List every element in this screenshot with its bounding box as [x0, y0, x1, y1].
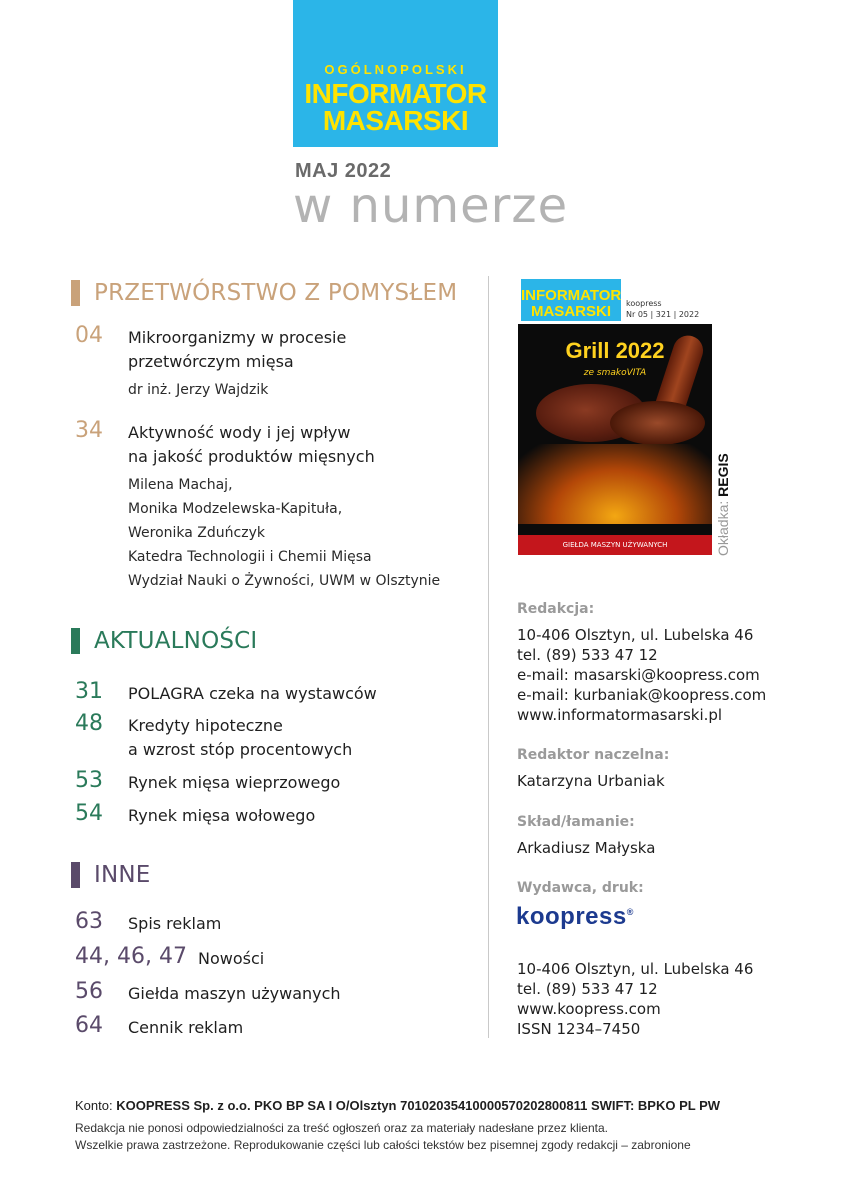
koopress-logo-text: koopress: [516, 903, 627, 930]
cover-issue-info: [626, 298, 699, 320]
publisher-website: www.koopress.com: [517, 1000, 661, 1018]
cover-issue-number: Nr 05 | 321 | 2022: [626, 310, 700, 319]
section-title: AKTUALNOŚCI: [94, 628, 258, 654]
toc-page-number: 31: [75, 679, 103, 704]
publisher-phone: tel. (89) 533 47 12: [517, 980, 658, 998]
redakcja-phone: tel. (89) 533 47 12: [517, 646, 658, 664]
toc-article-title: Nowości: [198, 949, 265, 968]
toc-page-number: 56: [75, 979, 103, 1004]
toc-page-number: 64: [75, 1013, 103, 1038]
toc-article-title: Cennik reklam: [128, 1018, 244, 1037]
toc-page-number: 34: [75, 418, 103, 443]
logo-line-3: MASARSKI: [322, 105, 469, 136]
section-bar: [71, 280, 80, 306]
redakcja-website: www.informatormasarski.pl: [517, 706, 723, 724]
toc-article-title: a wzrost stóp procentowych: [128, 740, 353, 759]
toc-article-title: POLAGRA czeka na wystawców: [128, 684, 377, 703]
steak-graphic: [610, 401, 705, 445]
toc-article-author: Milena Machaj,: [128, 477, 233, 493]
redakcja-email: e-mail: kurbaniak@koopress.com: [517, 686, 767, 704]
cover-caption: [712, 454, 742, 558]
redakcja-label: Redakcja:: [517, 601, 595, 617]
toc-page-number: 44, 46, 47: [75, 944, 187, 969]
publisher-address: 10-406 Olsztyn, ul. Lubelska 46: [517, 960, 754, 978]
toc-article-title: Aktywność wody i jej wpływ: [128, 423, 351, 442]
cover-logo-line-1: INFORMATOR: [521, 287, 622, 304]
section-title: PRZETWÓRSTWO Z POMYSŁEM: [94, 280, 458, 306]
cover-logo: [521, 279, 621, 321]
issn: ISSN 1234–7450: [517, 1020, 641, 1038]
bank-account-label: Konto:: [75, 1098, 113, 1113]
toc-article-title: Rynek mięsa wołowego: [128, 806, 316, 825]
column-divider: [488, 276, 489, 1038]
logo-line-2: INFORMATOR: [304, 78, 487, 109]
toc-article-author: Wydział Nauki o Żywności, UWM w Olsztynie: [128, 573, 441, 589]
magazine-logo: [293, 0, 498, 147]
toc-article-author: Katedra Technologii i Chemii Mięsa: [128, 549, 372, 565]
toc-page-number: 53: [75, 768, 103, 793]
bank-account: [75, 1098, 720, 1113]
toc-article-author: Weronika Zduńczyk: [128, 525, 265, 541]
cover-bottom-band: GIEŁDA MASZYN UŻYWANYCH: [518, 535, 712, 555]
cover-publisher: koopress: [626, 299, 662, 308]
issue-date: MAJ 2022: [295, 160, 392, 182]
footer-copyright: Wszelkie prawa zastrzeżone. Reprodukowanie części lub całości tekstów bez pisemnej zgody redakcji – zabronione: [75, 1138, 691, 1152]
toc-article-title: na jakość produktów mięsnych: [128, 447, 375, 466]
logo-line-1: OGÓLNOPOLSKI: [324, 62, 467, 77]
toc-page-number: 63: [75, 909, 103, 934]
redakcja-email: e-mail: masarski@koopress.com: [517, 666, 760, 684]
cover-caption-name: REGIS: [715, 453, 731, 497]
toc-article-author: dr inż. Jerzy Wajdzik: [128, 382, 269, 398]
toc-page-number: 04: [75, 323, 103, 348]
fire-graphic: [518, 444, 712, 524]
toc-page-number: 54: [75, 801, 103, 826]
footer-disclaimer: Redakcja nie ponosi odpowiedzialności za treść ogłoszeń oraz za materiały nadesłane przez klienta.: [75, 1121, 608, 1135]
cover-image: [518, 276, 712, 555]
layout-name: Arkadiusz Małyska: [517, 839, 656, 857]
page-title: w numerze: [293, 178, 569, 234]
redakcja-address: 10-406 Olsztyn, ul. Lubelska 46: [517, 626, 754, 644]
editor-name: Katarzyna Urbaniak: [517, 772, 665, 790]
toc-article-title: przetwórczym mięsa: [128, 352, 294, 371]
section-title: INNE: [94, 862, 151, 888]
section-bar: [71, 862, 80, 888]
toc-article-title: Spis reklam: [128, 914, 222, 933]
section-bar: [71, 628, 80, 654]
editor-label: Redaktor naczelna:: [517, 747, 670, 763]
koopress-logo: koopress®: [516, 903, 634, 930]
toc-article-title: Mikroorganizmy w procesie: [128, 328, 347, 347]
toc-article-author: Monika Modzelewska-Kapituła,: [128, 501, 343, 517]
cover-caption-label: Okładka:: [715, 500, 731, 556]
toc-article-title: Rynek mięsa wieprzowego: [128, 773, 341, 792]
toc-article-title: Kredyty hipoteczne: [128, 716, 283, 735]
bank-account-details: KOOPRESS Sp. z o.o. PKO BP SA I O/Olsztyn 70102035410000570202800811 SWIFT: BPKO PL PW: [116, 1098, 721, 1113]
publisher-label: Wydawca, druk:: [517, 880, 644, 896]
toc-page-number: 48: [75, 711, 103, 736]
cover-subline: ze smakoVITA: [583, 368, 647, 378]
layout-label: Skład/łamanie:: [517, 814, 635, 830]
cover-headline: Grill 2022: [565, 338, 665, 363]
toc-article-title: Giełda maszyn używanych: [128, 984, 341, 1003]
cover-logo-line-2: MASARSKI: [530, 303, 611, 320]
